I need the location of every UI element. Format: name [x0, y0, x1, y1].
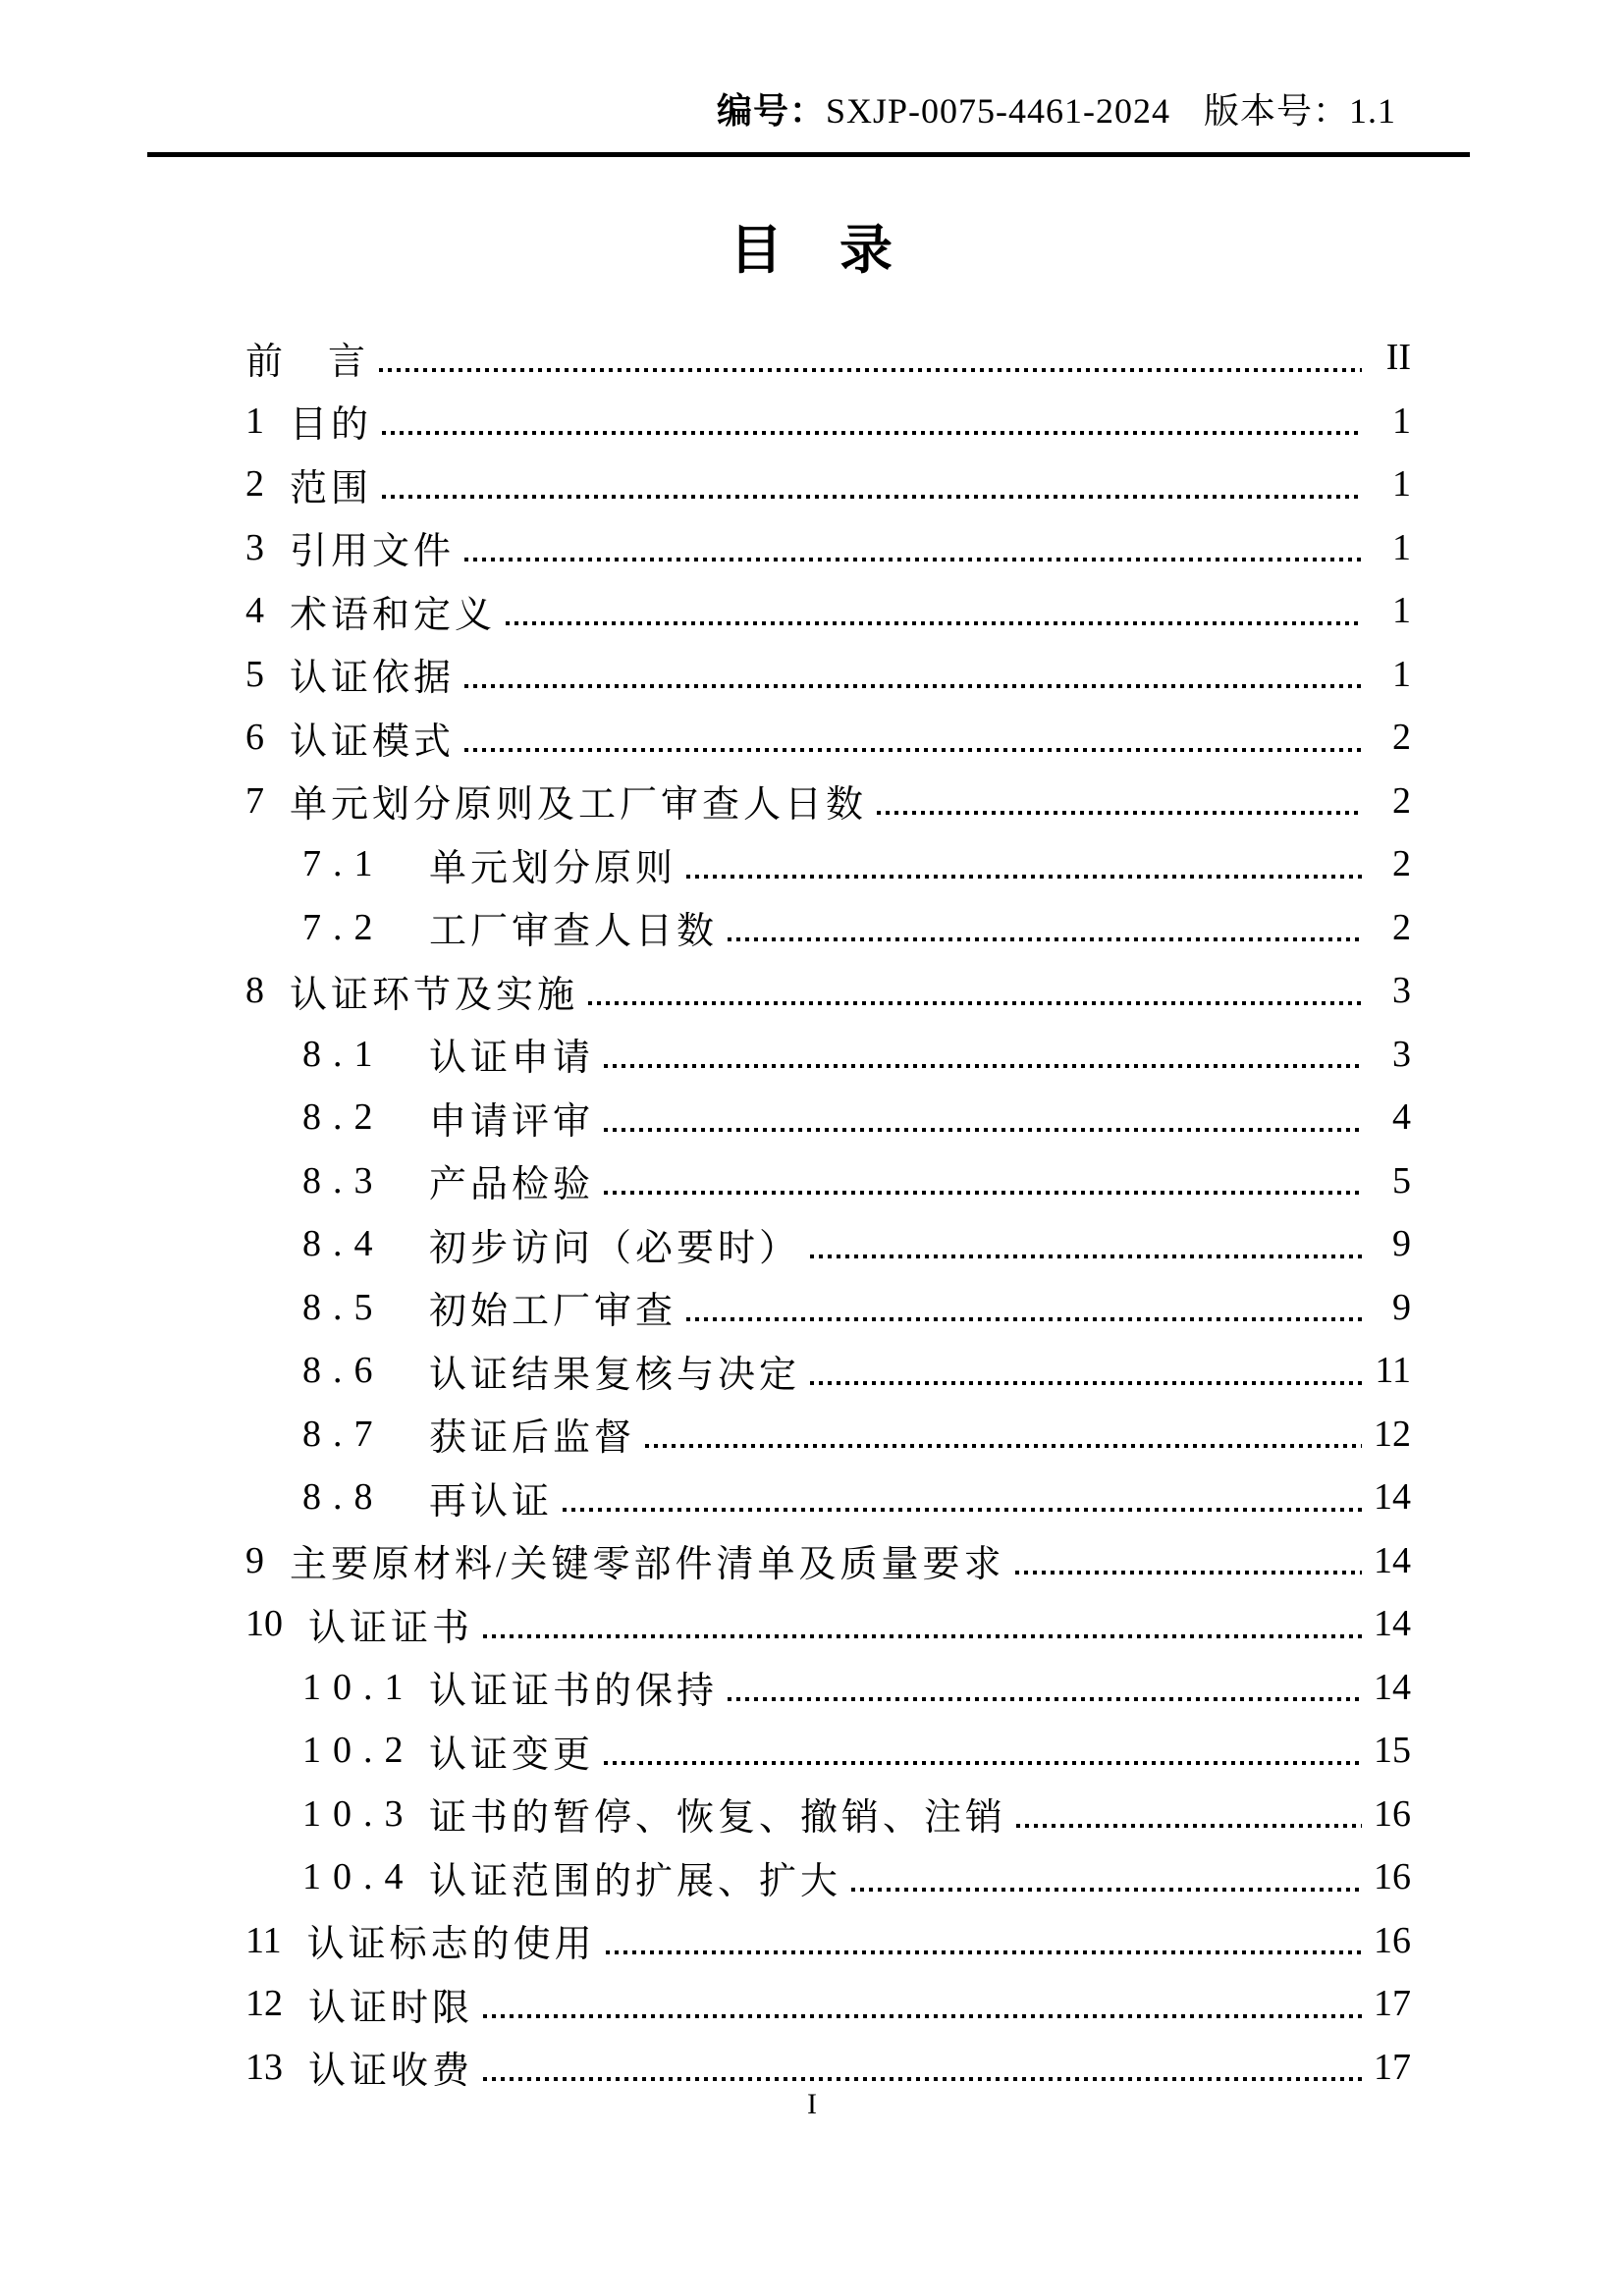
toc-entry-page: 11 — [1375, 1350, 1411, 1392]
toc-entry-title: 认证范围的扩展、扩大 — [429, 1860, 842, 1902]
toc-entry-page: 5 — [1392, 1159, 1411, 1201]
toc-entry-page: 1 — [1392, 590, 1411, 632]
toc-entry-page: 4 — [1392, 1096, 1411, 1139]
toc-entry[interactable] — [245, 1023, 1411, 1087]
toc-entry-title: 认证环节及实施 — [290, 974, 579, 1016]
toc-entry[interactable] — [245, 1783, 1411, 1846]
toc-leader-dots — [594, 1023, 1366, 1087]
toc-entry-title: 目的 — [290, 404, 373, 447]
toc-entry-title: 申请评审 — [429, 1100, 595, 1143]
toc-entry-page: 16 — [1374, 1919, 1411, 1961]
toc-entry-number: 11 — [245, 1919, 282, 1961]
toc-entry-number: 8.4 — [302, 1223, 385, 1265]
table-of-contents — [245, 326, 1411, 2099]
toc-entry[interactable] — [245, 1212, 1411, 1276]
toc-entry[interactable] — [245, 643, 1411, 707]
toc-entry-page: 9 — [1392, 1286, 1411, 1328]
toc-leader-dots — [553, 1466, 1366, 1529]
version-label: 版本号： — [1203, 91, 1349, 131]
toc-entry[interactable] — [245, 1719, 1411, 1783]
toc-leader-dots — [800, 1339, 1366, 1403]
footer-page-number: I — [807, 2088, 817, 2120]
toc-leader-dots — [578, 959, 1366, 1023]
toc-entry-title: 获证后监督 — [429, 1417, 636, 1460]
doc-number-label: 编号： — [716, 91, 826, 131]
toc-entry-title: 前 言 — [245, 341, 370, 383]
toc-entry[interactable] — [245, 1339, 1411, 1403]
doc-number-value: SXJP-0075-4461-2024 — [825, 91, 1170, 131]
toc-entry-title: 单元划分原则及工厂审查人日数 — [290, 784, 868, 827]
toc-leader-dots — [473, 1972, 1366, 2036]
toc-entry-number: 8.2 — [302, 1096, 385, 1139]
toc-entry-title: 再认证 — [429, 1480, 554, 1522]
toc-entry-number: 4 — [245, 590, 264, 632]
toc-entry-page: 14 — [1374, 1666, 1411, 1708]
toc-leader-dots — [800, 1212, 1366, 1276]
toc-entry-title: 初步访问（必要时） — [429, 1227, 801, 1269]
version-value: 1.1 — [1349, 91, 1396, 131]
toc-leader-dots — [841, 1845, 1366, 1909]
toc-leader-dots — [677, 1276, 1366, 1340]
toc-entry-number: 8.8 — [302, 1476, 385, 1519]
toc-entry-page: 17 — [1374, 2046, 1411, 2088]
toc-entry-title: 主要原材料/关键零部件清单及质量要求 — [290, 1544, 1005, 1586]
toc-entry-title: 认证标志的使用 — [306, 1924, 596, 1966]
toc-entry-number: 10.4 — [302, 1856, 415, 1898]
toc-entry[interactable] — [245, 706, 1411, 770]
toc-entry[interactable] — [245, 326, 1411, 390]
toc-entry[interactable] — [245, 390, 1411, 454]
toc-entry-title: 认证申请 — [429, 1038, 595, 1080]
toc-entry-number: 13 — [245, 2046, 283, 2088]
toc-entry-title: 引用文件 — [290, 531, 456, 573]
toc-leader-dots — [455, 516, 1366, 580]
toc-entry[interactable] — [245, 579, 1411, 643]
document-header — [717, 92, 1396, 132]
toc-entry[interactable] — [245, 896, 1411, 960]
toc-leader-dots — [455, 643, 1366, 707]
toc-entry-title: 认证证书 — [308, 1607, 474, 1649]
toc-entry-page: 3 — [1392, 1033, 1411, 1075]
toc-entry-number: 2 — [245, 463, 264, 506]
toc-entry-title: 认证收费 — [308, 2051, 474, 2093]
header-divider-rule — [147, 152, 1470, 157]
page-title: 目 录 — [730, 221, 894, 280]
toc-entry-number: 6 — [245, 717, 264, 759]
toc-entry-number: 1 — [245, 400, 264, 442]
toc-entry-page: 1 — [1392, 463, 1411, 506]
toc-entry-number: 10 — [245, 1603, 283, 1645]
toc-entry-page: 3 — [1392, 970, 1411, 1012]
toc-leader-dots — [496, 579, 1366, 643]
toc-entry[interactable] — [245, 959, 1411, 1023]
toc-entry-number: 8.6 — [302, 1350, 385, 1392]
toc-leader-dots — [596, 1909, 1366, 1973]
toc-leader-dots — [677, 832, 1366, 896]
toc-leader-dots — [372, 390, 1366, 454]
toc-entry-number: 7.1 — [302, 843, 385, 885]
toc-leader-dots — [369, 326, 1366, 390]
toc-leader-dots — [594, 1086, 1366, 1149]
toc-entry-number: 5 — [245, 653, 264, 695]
toc-entry-page: 12 — [1374, 1413, 1411, 1455]
toc-entry-title: 认证证书的保持 — [429, 1671, 719, 1713]
toc-entry-page: 16 — [1374, 1856, 1411, 1898]
toc-entry-title: 单元划分原则 — [429, 847, 677, 889]
toc-entry[interactable] — [245, 1276, 1411, 1340]
toc-entry-title: 范围 — [290, 467, 373, 509]
toc-entry-number: 12 — [245, 1983, 283, 2025]
toc-entry-number: 10.1 — [302, 1666, 415, 1708]
toc-entry-page: 2 — [1392, 906, 1411, 948]
toc-entry[interactable] — [245, 1466, 1411, 1529]
toc-entry-title: 认证依据 — [290, 658, 456, 700]
toc-entry-page: 9 — [1392, 1223, 1411, 1265]
toc-entry[interactable] — [245, 770, 1411, 833]
toc-entry-page: 2 — [1392, 843, 1411, 885]
toc-entry[interactable] — [245, 1086, 1411, 1149]
toc-entry-page: 15 — [1374, 1730, 1411, 1772]
toc-entry-title: 认证模式 — [290, 721, 456, 763]
toc-leader-dots — [1006, 1783, 1366, 1846]
toc-entry[interactable] — [245, 1403, 1411, 1467]
toc-entry-page: 16 — [1374, 1792, 1411, 1835]
toc-entry-page: II — [1385, 337, 1411, 379]
toc-entry[interactable] — [245, 453, 1411, 516]
toc-leader-dots — [718, 1656, 1366, 1720]
toc-entry-page: 1 — [1392, 400, 1411, 442]
toc-entry[interactable] — [245, 1909, 1411, 1973]
toc-entry-number: 10.2 — [302, 1730, 415, 1772]
toc-entry-page: 14 — [1374, 1539, 1411, 1581]
toc-entry-page: 14 — [1374, 1476, 1411, 1519]
toc-entry-title: 初始工厂审查 — [429, 1291, 677, 1333]
toc-entry-number: 8.5 — [302, 1286, 385, 1328]
toc-entry-number: 7 — [245, 779, 264, 822]
toc-entry[interactable] — [245, 1529, 1411, 1593]
toc-entry-title: 产品检验 — [429, 1164, 595, 1206]
toc-leader-dots — [455, 706, 1366, 770]
toc-leader-dots — [473, 1592, 1366, 1656]
toc-entry-page: 14 — [1374, 1603, 1411, 1645]
toc-leader-dots — [594, 1719, 1366, 1783]
toc-entry-page: 1 — [1392, 653, 1411, 695]
toc-entry[interactable] — [245, 1656, 1411, 1720]
toc-entry-number: 3 — [245, 526, 264, 568]
toc-entry-title: 认证变更 — [429, 1734, 595, 1776]
toc-entry[interactable] — [245, 1972, 1411, 2036]
toc-entry-title: 术语和定义 — [290, 594, 497, 636]
toc-entry-page: 2 — [1392, 779, 1411, 822]
toc-entry-page: 1 — [1392, 526, 1411, 568]
toc-entry-number: 8.3 — [302, 1159, 385, 1201]
toc-entry-number: 8 — [245, 970, 264, 1012]
toc-entry[interactable] — [245, 1592, 1411, 1656]
toc-entry-number: 8.1 — [302, 1033, 385, 1075]
toc-entry[interactable] — [245, 832, 1411, 896]
toc-entry-title: 证书的暂停、恢复、撤销、注销 — [429, 1797, 1007, 1840]
toc-entry[interactable] — [245, 1149, 1411, 1213]
toc-entry-number: 7.2 — [302, 906, 385, 948]
toc-leader-dots — [635, 1403, 1366, 1467]
toc-leader-dots — [594, 1149, 1366, 1213]
toc-leader-dots — [867, 770, 1366, 833]
toc-entry-number: 10.3 — [302, 1792, 415, 1835]
toc-entry-number: 9 — [245, 1539, 264, 1581]
toc-entry-page: 2 — [1392, 717, 1411, 759]
toc-leader-dots — [372, 453, 1366, 516]
toc-entry[interactable] — [245, 516, 1411, 580]
toc-entry[interactable] — [245, 1845, 1411, 1909]
toc-entry-title: 工厂审查人日数 — [429, 911, 719, 953]
toc-leader-dots — [718, 896, 1366, 960]
toc-entry-title: 认证结果复核与决定 — [429, 1354, 801, 1396]
toc-entry-number: 8.7 — [302, 1413, 385, 1455]
toc-entry-page: 17 — [1374, 1983, 1411, 2025]
toc-leader-dots — [1005, 1529, 1366, 1593]
toc-entry-title: 认证时限 — [308, 1987, 474, 2029]
